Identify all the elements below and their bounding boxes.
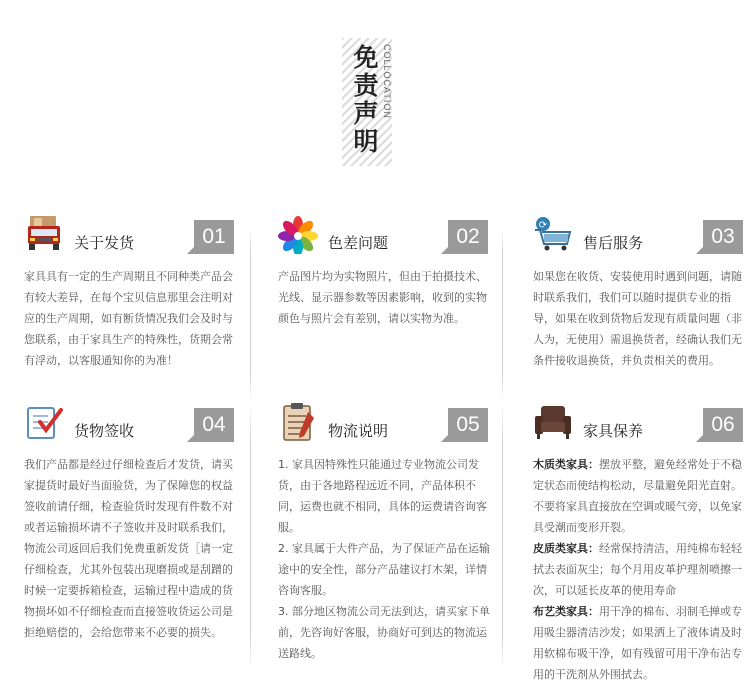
section-body [278,266,490,329]
care-text: 经常保持清洁，用纯棉布轻轻拭去表面灰尘；每个月用皮革护理剂喷擦一次，可以延长皮革的使用寿命 [533,542,742,597]
page-subtitle: COLLOCATION [382,44,392,119]
section-number-badge: 05 [448,408,488,442]
svg-text:⟳: ⟳ [538,220,548,231]
section-body [24,454,236,643]
clipboard-icon [278,402,318,442]
section-body [24,266,236,371]
divider [250,228,251,400]
paragraph: 我们产品都是经过仔细检查后才发货，请买家提货时最好当面验货，为了保障您的权益签收前请仔细，检查验货时发现有件数不对或者运输损坏请不子签收并及时联系我们，物流公司返回后我们免费重新发货［请一定仔细检查，尤其外包装出现磨损或是刮蹭的时候一定要拆箱检查，运输过程中造成的货物损坏如不仔细检查而直接签收货运公司是拒绝赔偿的，会给您带来不必要的损失。 [24,458,233,639]
divider [502,228,503,400]
section-title: 色差问题 [328,234,389,252]
care-label: 布艺类家具： [533,605,599,618]
paragraph: 3. 部分地区物流公司无法到达，请买家下单前，先咨询好客服，协商好可到达的物流运送路线。 [278,605,490,660]
paragraph: 1. 家具因特殊性只能通过专业物流公司发货，由于各地路程远近不同，产品体积不同，运费也就不相同，具体的运费请咨询客服。 [278,458,487,534]
section-body [533,266,745,371]
shopping-cart-icon [533,214,573,254]
page-title: 免责声明 [350,44,379,156]
header [0,0,750,200]
section-number-badge: 06 [703,408,743,442]
care-item [533,601,745,685]
section-number-badge: 03 [703,220,743,254]
section-number-badge: 01 [194,220,234,254]
truck-icon [24,214,64,254]
care-item [533,538,745,601]
section-title: 物流说明 [328,422,389,440]
section-title: 货物签收 [74,422,135,440]
checklist-icon [24,402,64,442]
section-number-badge: 04 [194,408,234,442]
section-title: 售后服务 [583,234,644,252]
care-label: 皮质类家具： [533,542,599,555]
section-title: 家具保养 [583,422,644,440]
section-title: 关于发货 [74,234,135,252]
color-wheel-icon [278,214,318,254]
section-body [533,454,745,685]
armchair-icon [533,402,573,442]
care-text: 摆放平整，避免经常处于不稳定状态而使结构松动，尽量避免阳光直射。不要将家具直接放在空调或暖气旁，以免家具受潮而变形开裂。 [533,458,742,534]
divider [250,402,251,672]
paragraph: 产品图片均为实物照片，但由于拍摄技术、光线、显示器参数等因素影响，收到的实物颜色与照片会有差别，请以实物为准。 [278,270,487,325]
paragraph: 2. 家具属于大件产品，为了保证产品在运输途中的安全性，部分产品建议打木架，详情咨询客服。 [278,542,490,597]
paragraph: 如果您在收货、安装使用时遇到问题，请随时联系我们，我们可以随时提供专业的指导，如果在收到货物后发现有质量问题（非人为，无使用）需退换货者，经确认我们无条件接收退换货，并负责相关的费用。 [533,270,742,367]
paragraph: 家具具有一定的生产周期且不同种类产品会有较大差异，在每个宝贝信息那里会注明对应的生产周期，如有断货情况我们会及时与您联系，由于家具生产的特殊性，货期会常有浮动，以客服通知你的为准！ [24,270,233,367]
divider [502,402,503,672]
section-body [278,454,490,664]
care-text: 用干净的棉布、羽制毛掸或专用吸尘器清洁沙发；如果洒上了液体请及时用软棉布吸干净，如有残留可用干净布沾专用的干洗剂从外围拭去。 [533,605,742,681]
care-label: 木质类家具： [533,458,599,471]
care-item [533,454,745,538]
section-number-badge: 02 [448,220,488,254]
